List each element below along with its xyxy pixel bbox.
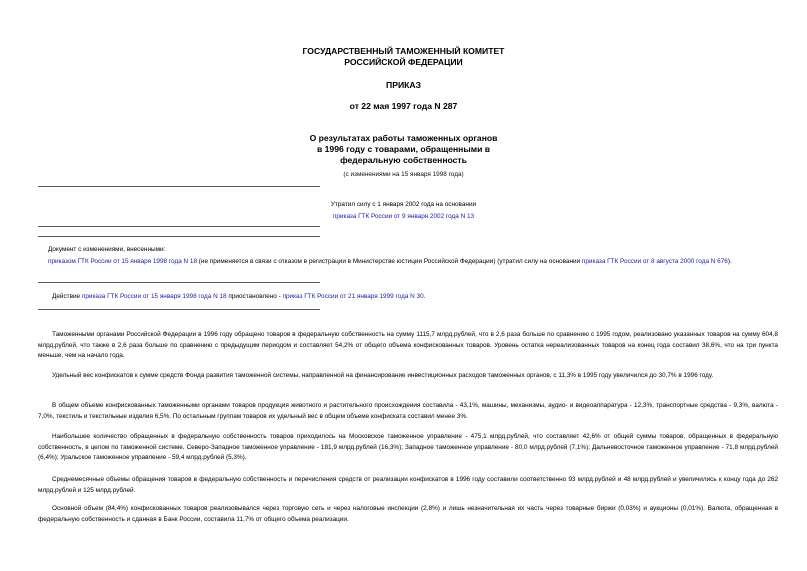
- title-line-3: федеральную собственность: [340, 155, 467, 165]
- amendment-text-end: ).: [727, 258, 732, 265]
- action-end: .: [423, 293, 426, 300]
- body-paragraph: В общем объеме конфискованных таможенными органами товаров продукция животного и растительного происхождения составила - 43,1%, машины, механизмы, аудио- и видеоаппаратура - 12,3%, транспортные средства - 9,3%, валюта - 7,0%, текстиль и текстильные изделия 6,5%. По остальным группам товаров их удельный вес в общем объеме конфиската составил менее 3%.: [38, 402, 778, 420]
- divider: [38, 226, 320, 227]
- title-line-1: О результатах работы таможенных органов: [309, 133, 498, 143]
- body-paragraph: Таможенными органами Российской Федерации в 1996 году обращено товаров в федеральную собственность на сумму 1115,7 млрд.рублей, что в 2,6 раза больше по сравнению с 1995 годом, реализовано указанных товаров на сумму 604,8 млрд.рублей, что также в 2,6 раза больше по сравнению с предыдущим периодом и составляет 54,2% от общего объема конфискованных товаров. Уровень остатка нереализованных товаров на конец года составил 38,6%, что на три пункта меньше, чем на начало года.: [38, 331, 778, 359]
- lost-force-link[interactable]: приказа ГТК России от 9 января 2002 года N 13: [332, 213, 475, 220]
- document-title: [0, 133, 807, 166]
- action-mid: приостановлено -: [226, 293, 283, 300]
- divider: [38, 282, 320, 283]
- body-paragraph: Среднемесячные объемы обращения товаров в федеральную собственность и перечисления средств от реализации конфискатов в 1996 году составили соответственно 93 млрд.рублей и 48 млрд.рублей и увеличились к концу года до 262 млрд.рублей и 125 млрд.рублей.: [38, 476, 778, 494]
- amendment-text: (не применяется в связи с отказом в регистрации в Министерстве юстиции Российской Федерации) (утратил силу на основании: [197, 258, 582, 265]
- changes-note: (с изменениями на 15 января 1998 года): [343, 171, 464, 178]
- action-link-order-18[interactable]: приказа ГТК России от 15 января 1998 года N 18: [81, 293, 227, 300]
- org-line-1: ГОСУДАРСТВЕННЫЙ ТАМОЖЕННЫЙ КОМИТЕТ: [302, 46, 505, 56]
- action-link-order-30[interactable]: приказ ГТК России от 21 января 1999 года N 30: [282, 293, 424, 300]
- lost-force-notice: [0, 199, 807, 223]
- amendment-link-order-676[interactable]: приказа ГТК России от 8 августа 2000 года N 676: [581, 258, 728, 265]
- amendments-entry: [38, 256, 778, 267]
- title-line-2: в 1996 году с товарами, обращенными в: [316, 144, 491, 154]
- action-suspended-note: [52, 293, 425, 300]
- action-prefix: Действие: [52, 293, 82, 300]
- document-type: ПРИКАЗ: [386, 80, 421, 90]
- body-paragraph: Основной объем (84,4%) конфискованных товаров реализовывался через торговую сеть и через налоговые инспекции (2,8%) и лишь незначительная их часть через товарные биржи (0,03%) и аукционы (0,01%). Валюта, обращенная в федеральную собственность и сданная в Банк России, составила 11,7% от общего объема реализации.: [38, 505, 778, 523]
- issuing-authority: [0, 46, 807, 68]
- body-paragraph: Наибольшее количество обращенных в федеральную собственность товаров приходилось на Московское таможенное управление - 475,1 млрд.рублей, что составляет 42,6% от общей суммы товаров, обращенных в федеральную собственность, в целом по таможенной системе, Северо-Западное таможенное управление - 181,9 млрд.рублей (16,3%); Западное таможенное управление - 80,0 млрд.рублей (7,1%); Дальневосточное таможенное управление - 71,8 млрд.рублей (6,4%); Уральское таможенное управление - 59,4 млрд.рублей (5,3%).: [38, 433, 778, 461]
- org-line-2: РОССИЙСКОЙ ФЕДЕРАЦИИ: [344, 57, 463, 67]
- amendments-intro: Документ с изменениями, внесенными:: [48, 246, 166, 253]
- body-paragraph: Удельный вес конфискатов к сумме средств Фонда развития таможенной системы, направленной на финансирование инвестиционных расходов таможенных органов, с 11,3% в 1995 году увеличился до 30,7% в 1996 году.: [52, 372, 714, 379]
- document-date-number: от 22 мая 1997 года N 287: [349, 101, 458, 111]
- lost-force-text: Утратил силу с 1 января 2002 года на основании: [330, 201, 477, 208]
- divider: [38, 236, 320, 237]
- divider: [38, 186, 320, 187]
- amendment-link-order-18[interactable]: приказом ГТК России от 15 января 1998 года N 18: [48, 258, 198, 265]
- divider: [38, 309, 320, 310]
